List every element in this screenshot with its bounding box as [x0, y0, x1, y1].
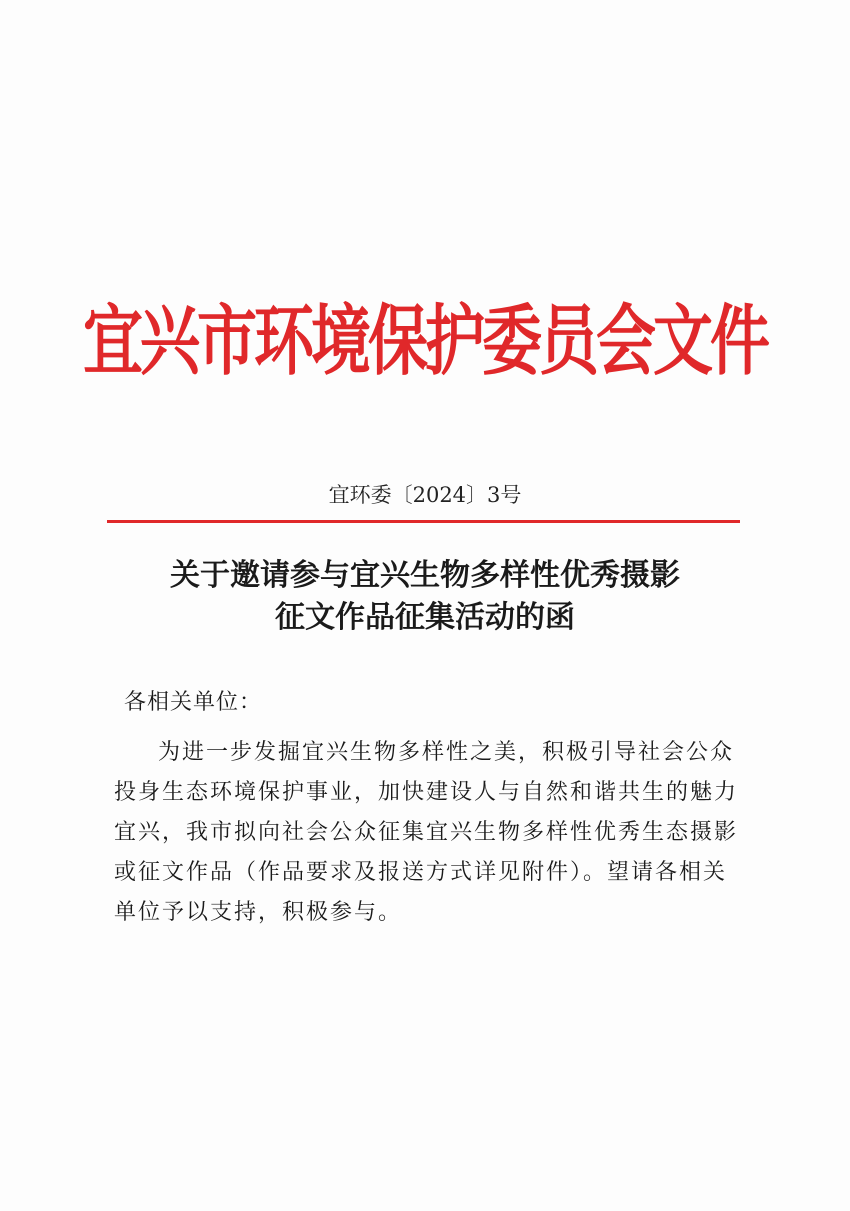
body-line-2: 投身生态环境保护事业，加快建设人与自然和谐共生的魅力 [114, 780, 739, 805]
body-line-1: 为进一步发掘宜兴生物多样性之美，积极引导社会公众 [158, 740, 735, 765]
title-line-2: 征文作品征集活动的函 [275, 600, 575, 635]
red-separator-line [107, 520, 740, 523]
document-number: 宜环委〔2024〕3号 [328, 483, 522, 507]
body-line-4: 或征文作品（作品要求及报送方式详见附件）。望请各相关 [114, 860, 728, 885]
body-line-5: 单位予以支持，积极参与。 [114, 900, 403, 925]
title-line-1: 关于邀请参与宜兴生物多样性优秀摄影 [170, 558, 680, 593]
body-paragraph [114, 733, 744, 933]
body-line-3: 宜兴，我市拟向社会公众征集宜兴生物多样性优秀生态摄影 [114, 820, 739, 845]
document-masthead: 宜兴市环境保护委员会文件 [83, 297, 767, 387]
document-title [0, 555, 850, 639]
salutation: 各相关单位： [124, 690, 263, 715]
